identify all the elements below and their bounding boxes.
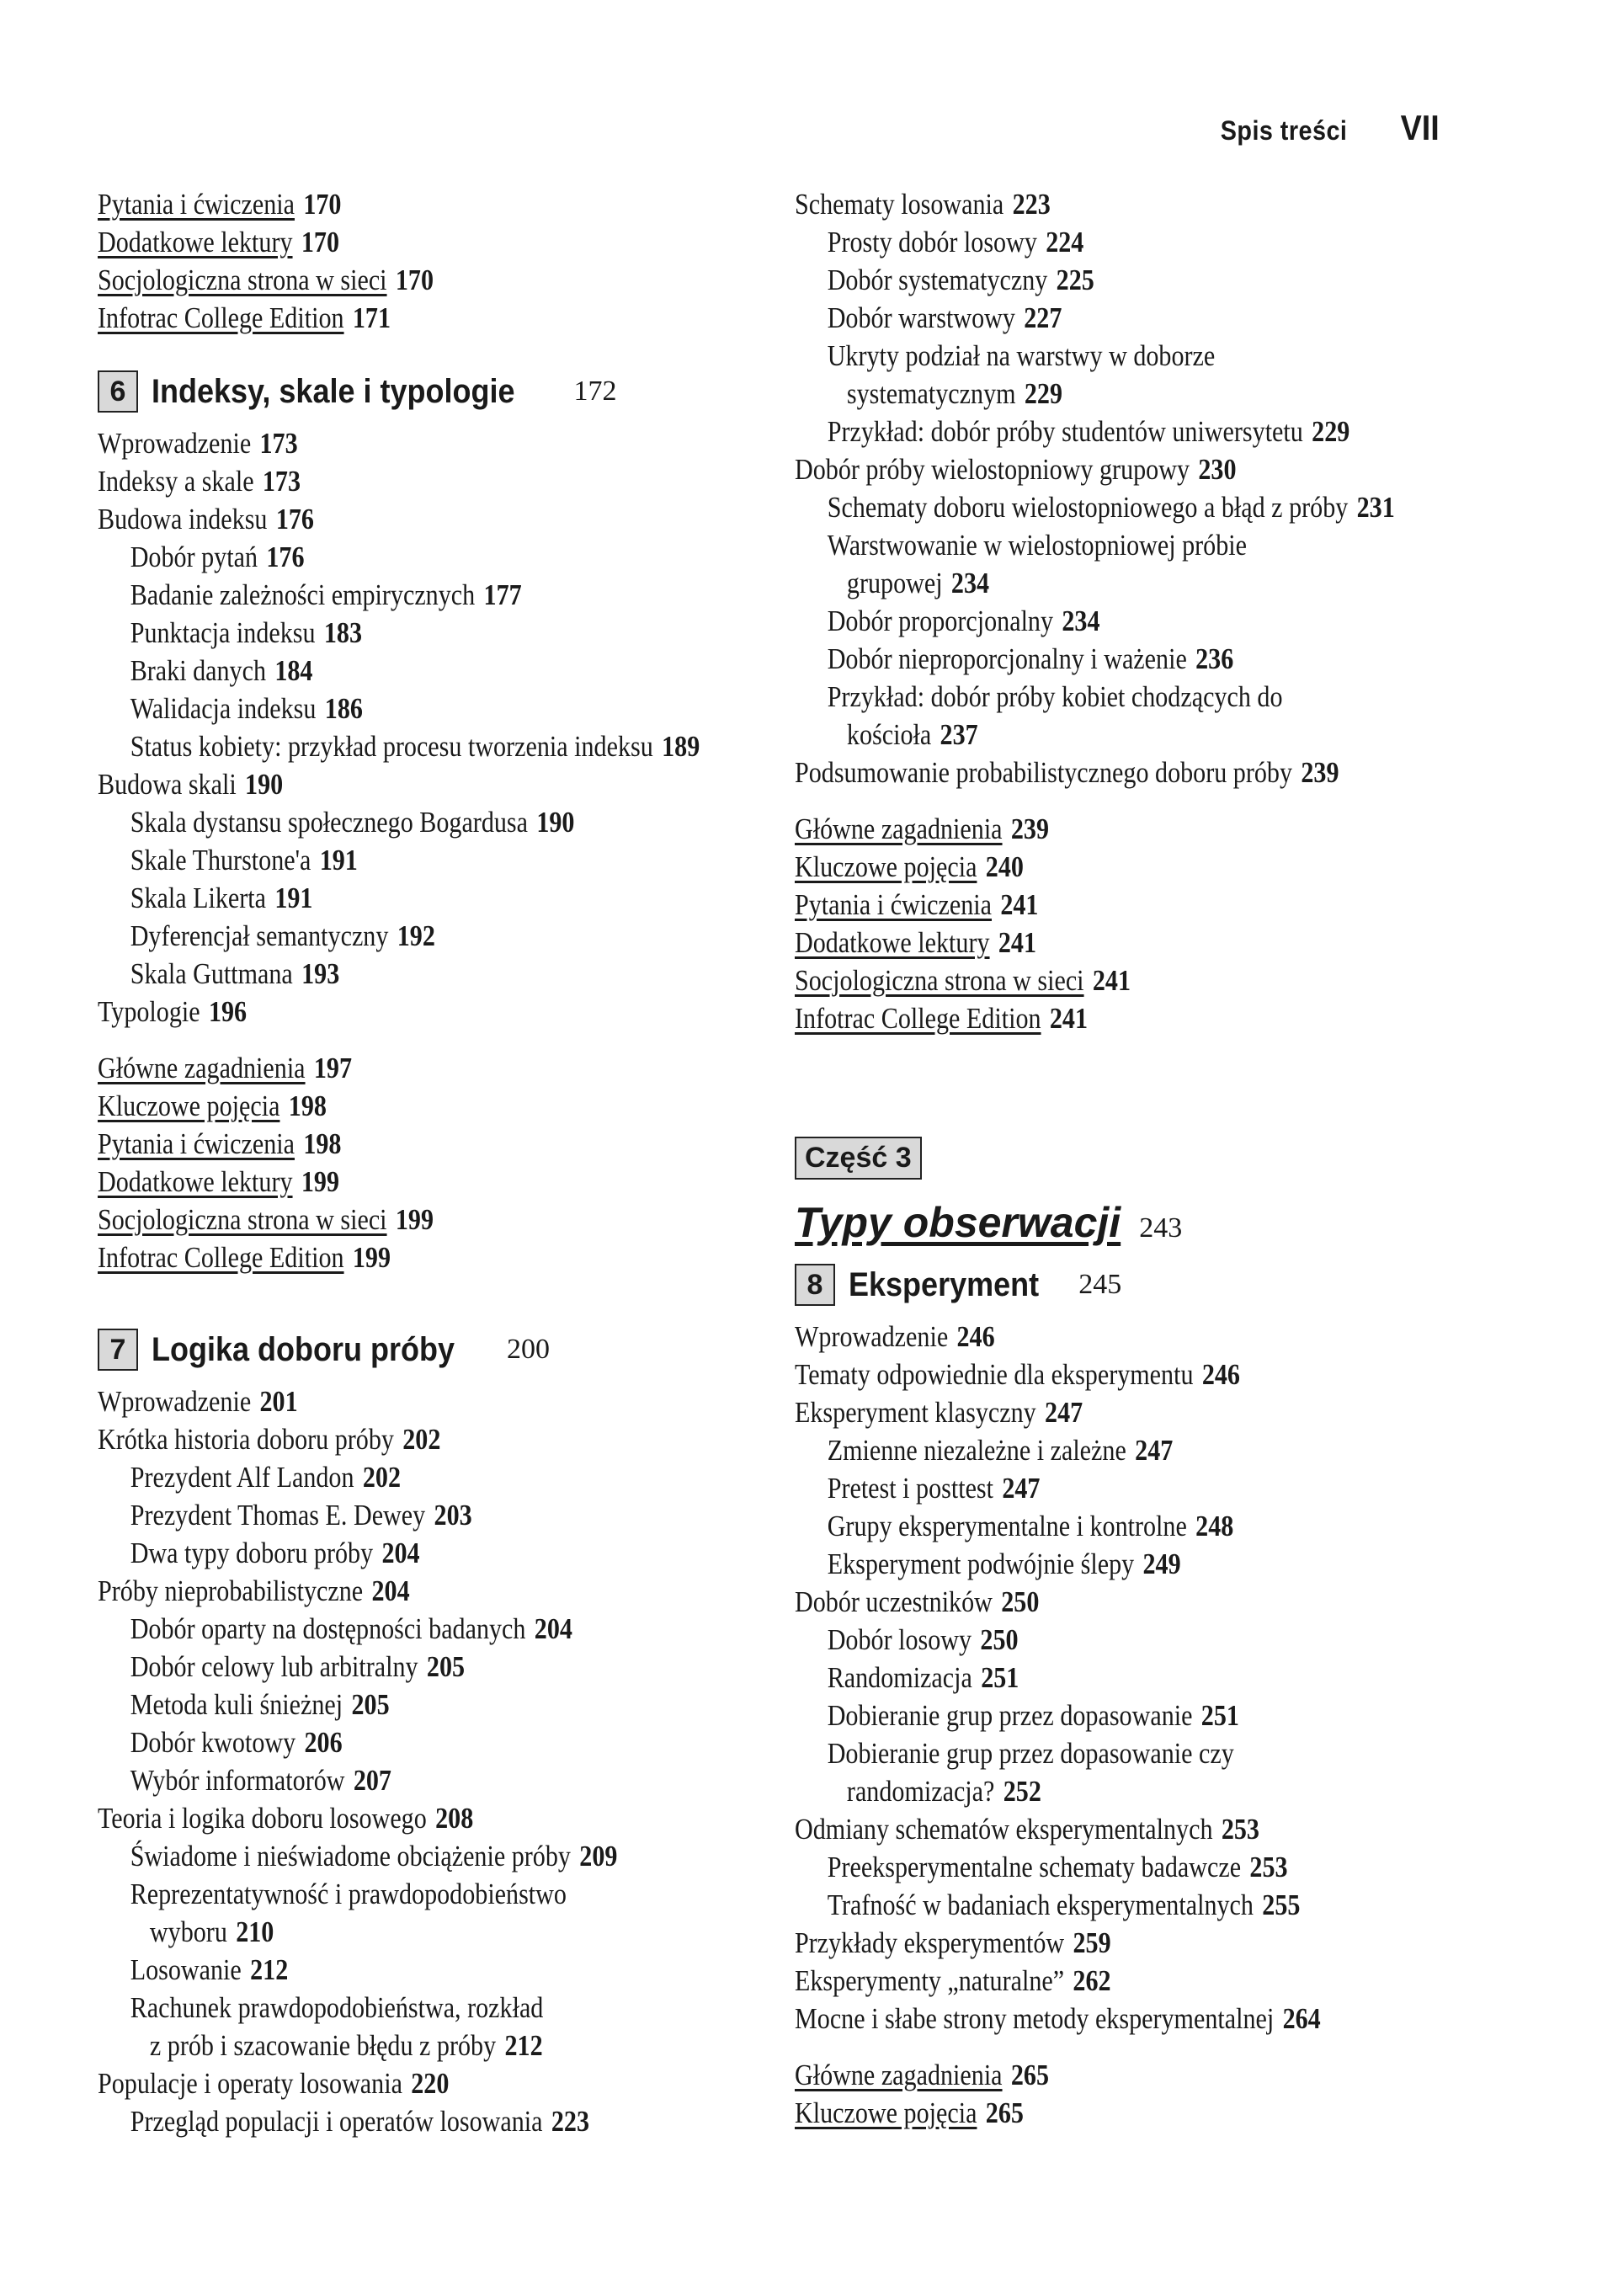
- entry-text: Indeksy a skale: [98, 465, 254, 498]
- chapter-8-entries: [795, 1318, 1493, 2038]
- entry-page-number: 220: [411, 2067, 450, 2100]
- entry-page-number: 190: [245, 768, 284, 801]
- entry-page-number: 208: [435, 1802, 474, 1835]
- toc-entry: [795, 526, 1396, 564]
- entry-page-number: 231: [1356, 491, 1395, 524]
- toc-link-row[interactable]: [98, 299, 699, 337]
- part-heading: [795, 1198, 1493, 1247]
- entry-page-number: 262: [1073, 1964, 1111, 1997]
- toc-entry: [795, 716, 1396, 754]
- entry-page-number: 199: [352, 1241, 391, 1274]
- entry-text: Dobór losowy: [827, 1623, 972, 1656]
- entry-page-number: 247: [1045, 1396, 1083, 1429]
- toc-link-row[interactable]: [98, 1201, 699, 1239]
- entry-page-number: 234: [950, 567, 990, 599]
- entry-page-number: 170: [301, 226, 340, 258]
- entry-page-number: 241: [1092, 964, 1131, 997]
- entry-text: Wprowadzenie: [98, 427, 252, 460]
- toc-entry: [795, 1659, 1396, 1697]
- entry-text: Skale Thurstone'a: [130, 844, 311, 876]
- entry-page-number: 253: [1249, 1851, 1288, 1883]
- toc-entry: [795, 450, 1396, 488]
- toc-entry: [795, 223, 1396, 261]
- entry-page-number: 170: [395, 264, 434, 296]
- entry-text: Przykłady eksperymentów: [795, 1926, 1065, 1959]
- toc-entry: [98, 803, 699, 841]
- entry-page-number: 265: [985, 2096, 1024, 2129]
- entry-page-number: 236: [1195, 642, 1234, 675]
- toc-link-text[interactable]: Infotrac College Edition: [795, 1002, 1041, 1035]
- entry-page-number: 265: [1010, 2059, 1050, 2091]
- entry-text: Pretest i posttest: [827, 1472, 994, 1505]
- entry-text: Dobór celowy lub arbitralny: [130, 1650, 418, 1683]
- entry-page-number: 212: [250, 1953, 289, 1986]
- toc-link-row[interactable]: [795, 962, 1396, 999]
- entry-text: Rachunek prawdopodobieństwa, rozkład: [130, 1991, 544, 2024]
- left-column: [98, 185, 796, 2140]
- chapter-page: 172: [573, 376, 617, 407]
- entry-page-number: 190: [536, 806, 575, 839]
- chapter-page: 200: [506, 1334, 550, 1365]
- entry-page-number: 189: [662, 730, 700, 763]
- entry-page-number: 210: [236, 1915, 274, 1948]
- entry-page-number: 240: [985, 850, 1024, 883]
- entry-page-number: 192: [397, 919, 435, 952]
- entry-text: Podsumowanie probabilistycznego doboru próby: [795, 756, 1293, 789]
- entry-page-number: 191: [274, 882, 313, 914]
- toc-entry: [795, 1886, 1396, 1924]
- toc-entry: [795, 1318, 1396, 1356]
- entry-text: Dobór kwotowy: [130, 1726, 296, 1759]
- spacer: [98, 1276, 796, 1313]
- toc-entry: [795, 640, 1396, 678]
- entry-text: Dobór nieproporcjonalny i ważenie: [827, 642, 1187, 675]
- toc-entry: [98, 1723, 699, 1761]
- entry-page-number: 199: [301, 1165, 340, 1198]
- toc-link-row[interactable]: [98, 223, 699, 261]
- entry-page-number: 247: [1002, 1472, 1041, 1505]
- toc-link-row[interactable]: [98, 1049, 699, 1087]
- entry-text: Randomizacja: [827, 1661, 972, 1694]
- entry-page-number: 171: [352, 301, 391, 334]
- entry-page-number: 193: [301, 957, 340, 990]
- toc-entry: [98, 538, 699, 576]
- toc-entry: [795, 1469, 1396, 1507]
- entry-text: Dobór warstwowy: [827, 301, 1015, 334]
- toc-link-row[interactable]: [795, 2056, 1396, 2094]
- entry-text: Wprowadzenie: [795, 1320, 949, 1353]
- entry-text: systematycznym: [846, 377, 1016, 410]
- entry-page-number: 197: [313, 1052, 353, 1084]
- toc-entry: [795, 413, 1396, 450]
- entry-text: Eksperyment klasyczny: [795, 1396, 1036, 1429]
- entry-text: Przykład: dobór próby studentów uniwersytetu: [827, 415, 1303, 448]
- toc-entry: [795, 754, 1396, 791]
- entry-page-number: 173: [259, 427, 298, 460]
- entry-text: Prezydent Alf Landon: [130, 1461, 354, 1494]
- entry-page-number: 191: [319, 844, 358, 876]
- entry-text: wyboru: [149, 1915, 227, 1948]
- toc-entry: [98, 1951, 699, 1989]
- toc-entry: [98, 2064, 699, 2102]
- toc-entry: [795, 1734, 1396, 1772]
- entry-page-number: 176: [275, 503, 314, 535]
- toc-entry: [98, 2102, 699, 2140]
- entry-page-number: 237: [940, 718, 978, 751]
- toc-entry: [98, 462, 699, 500]
- toc-entry: [98, 1761, 699, 1799]
- toc-entry: [98, 1382, 699, 1420]
- toc-entry: [98, 1989, 699, 2027]
- entry-page-number: 250: [980, 1623, 1019, 1656]
- entry-text: Losowanie: [130, 1953, 242, 1986]
- entry-page-number: 229: [1312, 415, 1350, 448]
- entry-text: Prosty dobór losowy: [827, 226, 1037, 258]
- entry-page-number: 252: [1003, 1775, 1041, 1808]
- part-title[interactable]: Typy obserwacji: [795, 1199, 1121, 1246]
- chapter-number-box: 7: [98, 1329, 138, 1371]
- entry-page-number: 229: [1024, 377, 1063, 410]
- entry-text: Przegląd populacji i operatów losowania: [130, 2105, 543, 2138]
- toc-entry: [795, 375, 1396, 413]
- toc-entry: [795, 1924, 1396, 1962]
- entry-page-number: 223: [551, 2105, 589, 2138]
- toc-entry: [98, 1913, 699, 1951]
- toc-link-text[interactable]: Socjologiczna strona w sieci: [98, 264, 387, 296]
- toc-entry: [795, 1393, 1396, 1431]
- toc-link-text[interactable]: Główne zagadnienia: [98, 1052, 306, 1084]
- entry-text: Populacje i operaty losowania: [98, 2067, 402, 2100]
- entry-page-number: 264: [1282, 2002, 1321, 2035]
- entry-page-number: 225: [1056, 264, 1094, 296]
- toc-entry: [98, 576, 699, 614]
- toc-entry: [98, 727, 699, 765]
- chapter-6-links: [98, 1049, 796, 1276]
- toc-entry: [98, 2027, 699, 2064]
- toc-entry: [795, 602, 1396, 640]
- toc-entry: [795, 678, 1396, 716]
- toc-entry: [98, 1610, 699, 1648]
- chapter-title: Eksperyment: [849, 1265, 1040, 1303]
- entry-text: Dobór systematyczny: [827, 264, 1048, 296]
- chapter-number-box: 8: [795, 1264, 835, 1306]
- entry-text: Tematy odpowiednie dla eksperymentu: [795, 1358, 1194, 1391]
- entry-text: Teoria i logika doboru losowego: [98, 1802, 427, 1835]
- toc-entry: [98, 424, 699, 462]
- toc-link-row[interactable]: [795, 886, 1396, 924]
- toc-entry: [795, 1848, 1396, 1886]
- entry-text: Preeksperymentalne schematy badawcze: [827, 1851, 1242, 1883]
- entry-text: Dyferencjał semantyczny: [130, 919, 389, 952]
- entry-page-number: 202: [402, 1423, 441, 1456]
- toc-entry: [795, 1810, 1396, 1848]
- entry-page-number: 241: [998, 926, 1037, 959]
- toc-entry: [795, 1507, 1396, 1545]
- toc-link-text[interactable]: Kluczowe pojęcia: [795, 2096, 977, 2129]
- entry-page-number: 184: [274, 654, 313, 687]
- toc-entry: [795, 1621, 1396, 1659]
- entry-page-number: 183: [323, 616, 363, 649]
- entry-text: Eksperyment podwójnie ślepy: [827, 1548, 1135, 1580]
- entry-text: Zmienne niezależne i zależne: [827, 1434, 1126, 1467]
- entry-text: Eksperymenty „naturalne”: [795, 1964, 1065, 1997]
- toc-entry: [795, 261, 1396, 299]
- entry-page-number: 253: [1221, 1813, 1259, 1846]
- entry-text: Wprowadzenie: [98, 1385, 252, 1418]
- toc-link-text[interactable]: Główne zagadnienia: [795, 2059, 1003, 2091]
- entry-text: Prezydent Thomas E. Dewey: [130, 1499, 426, 1532]
- entry-text: Świadome i nieświadome obciążenie próby: [130, 1840, 571, 1872]
- entry-page-number: 199: [395, 1203, 434, 1236]
- entry-text: Dobór oparty na dostępności badanych: [130, 1612, 526, 1645]
- toc-entry: [795, 1431, 1396, 1469]
- entry-text: Mocne i słabe strony metody eksperymentalnej: [795, 2002, 1275, 2035]
- toc-entry: [795, 1545, 1396, 1583]
- toc-link-text[interactable]: Pytania i ćwiczenia: [98, 1127, 295, 1160]
- chapter-7-heading: [98, 1329, 796, 1371]
- toc-link-text[interactable]: Dodatkowe lektury: [795, 926, 990, 959]
- entry-text: Grupy eksperymentalne i kontrolne: [827, 1510, 1187, 1542]
- toc-entry: [98, 765, 699, 803]
- entry-text: Budowa skali: [98, 768, 237, 801]
- entry-page-number: 239: [1010, 812, 1050, 845]
- toc-entry: [98, 955, 699, 993]
- entry-page-number: 255: [1262, 1888, 1301, 1921]
- toc-link-text[interactable]: Kluczowe pojęcia: [98, 1089, 280, 1122]
- entry-page-number: 248: [1195, 1510, 1234, 1542]
- chapter-number-box: 6: [98, 370, 138, 413]
- entry-text: kościoła: [846, 718, 932, 751]
- entry-text: Dobór proporcjonalny: [827, 605, 1054, 637]
- entry-page-number: 198: [288, 1089, 327, 1122]
- toc-link-row[interactable]: [98, 1239, 699, 1276]
- toc-link-row[interactable]: [795, 810, 1396, 848]
- toc-entry: [98, 879, 699, 917]
- entry-page-number: 207: [353, 1764, 391, 1797]
- entry-text: Dobór uczestników: [795, 1585, 993, 1618]
- entry-page-number: 241: [1049, 1002, 1089, 1035]
- entry-page-number: 251: [1200, 1699, 1239, 1732]
- toc-entry: [98, 1534, 699, 1572]
- toc-link-row[interactable]: [795, 2094, 1396, 2132]
- entry-text: Walidacja indeksu: [130, 692, 317, 725]
- entry-page-number: 212: [504, 2029, 543, 2062]
- top-links: [98, 185, 796, 337]
- entry-page-number: 196: [208, 995, 248, 1028]
- running-header: [1206, 108, 1441, 148]
- toc-entry: [98, 1799, 699, 1837]
- toc-link-text[interactable]: Dodatkowe lektury: [98, 226, 293, 258]
- entry-text: Reprezentatywność i prawdopodobieństwo: [130, 1878, 567, 1910]
- chapter-title: Indeksy, skale i typologie: [152, 372, 515, 410]
- toc-entry: [98, 1686, 699, 1723]
- entry-text: Dobór pytań: [130, 541, 258, 573]
- entry-text: Skala Likerta: [130, 882, 267, 914]
- entry-text: Ukryty podział na warstwy w doborze: [827, 339, 1216, 372]
- entry-page-number: 198: [303, 1127, 342, 1160]
- toc-entry: [98, 993, 699, 1031]
- entry-text: Braki danych: [130, 654, 267, 687]
- toc-entry: [98, 690, 699, 727]
- toc-link-text[interactable]: Kluczowe pojęcia: [795, 850, 977, 883]
- toc-entry: [795, 1697, 1396, 1734]
- toc-entry: [98, 1458, 699, 1496]
- toc-entry: [795, 1962, 1396, 2000]
- entry-page-number: 176: [266, 541, 305, 573]
- toc-entry: [98, 1837, 699, 1875]
- entry-page-number: 223: [1012, 188, 1051, 221]
- entry-text: Warstwowanie w wielostopniowej próbie: [827, 529, 1248, 562]
- toc-link-text[interactable]: Socjologiczna strona w sieci: [98, 1203, 387, 1236]
- chapter-title: Logika doboru próby: [152, 1330, 455, 1368]
- toc-entry: [795, 299, 1396, 337]
- entry-text: Przykład: dobór próby kobiet chodzących do: [827, 680, 1283, 713]
- entry-text: randomizacja?: [846, 1775, 995, 1808]
- chapter-7-entries: [98, 1382, 796, 2140]
- entry-text: z prób i szacowanie błędu z próby: [149, 2029, 497, 2062]
- entry-page-number: 186: [324, 692, 363, 725]
- toc-entry: [98, 1875, 699, 1913]
- toc-entry: [795, 337, 1396, 375]
- toc-entry: [98, 614, 699, 652]
- entry-page-number: 259: [1073, 1926, 1111, 1959]
- spacer: [795, 1037, 1493, 1130]
- entry-text: Badanie zależności empirycznych: [130, 578, 476, 611]
- chapter-8-heading: [795, 1264, 1493, 1306]
- entry-text: Dobór próby wielostopniowy grupowy: [795, 453, 1190, 486]
- toc-entry: [98, 652, 699, 690]
- entry-page-number: 209: [579, 1840, 618, 1872]
- entry-text: Skala Guttmana: [130, 957, 293, 990]
- toc-link-text[interactable]: Główne zagadnienia: [795, 812, 1003, 845]
- toc-entry: [795, 488, 1396, 526]
- toc-link-row[interactable]: [98, 1087, 699, 1125]
- toc-entry: [98, 841, 699, 879]
- entry-page-number: 203: [434, 1499, 472, 1532]
- entry-page-number: 205: [426, 1650, 466, 1683]
- entry-page-number: 224: [1046, 226, 1084, 258]
- toc-entry: [98, 1496, 699, 1534]
- entry-page-number: 201: [259, 1385, 298, 1418]
- chapter-6-heading: [98, 370, 796, 413]
- entry-page-number: 250: [1001, 1585, 1040, 1618]
- chapter-8-links: [795, 2056, 1493, 2132]
- entry-page-number: 205: [351, 1688, 390, 1721]
- part-label: Część 3: [795, 1137, 922, 1180]
- header-title: Spis treści: [1221, 115, 1348, 146]
- chapter-7-links: [795, 810, 1493, 1037]
- entry-text: Metoda kuli śnieżnej: [130, 1688, 343, 1721]
- toc-link-row[interactable]: [98, 185, 699, 223]
- entry-text: Krótka historia doboru próby: [98, 1423, 394, 1456]
- toc-entry: [795, 185, 1396, 223]
- toc-link-text[interactable]: Pytania i ćwiczenia: [98, 188, 295, 221]
- entry-text: Dobieranie grup przez dopasowanie: [827, 1699, 1193, 1732]
- toc-entry: [795, 1356, 1396, 1393]
- entry-page-number: 246: [1201, 1358, 1240, 1391]
- chapter-page: 245: [1078, 1269, 1122, 1300]
- entry-page-number: 246: [956, 1320, 995, 1353]
- entry-page-number: 177: [483, 578, 522, 611]
- toc-link-row[interactable]: [98, 261, 699, 299]
- entry-text: Punktacja indeksu: [130, 616, 316, 649]
- entry-text: Odmiany schematów eksperymentalnych: [795, 1813, 1213, 1846]
- entry-text: Dobieranie grup przez dopasowanie czy: [827, 1737, 1234, 1770]
- toc-link-text[interactable]: Dodatkowe lektury: [98, 1165, 293, 1198]
- spacer: [98, 1031, 796, 1049]
- entry-text: Typologie: [98, 995, 200, 1028]
- entry-text: Próby nieprobabilistyczne: [98, 1574, 364, 1607]
- entry-page-number: 251: [981, 1661, 1019, 1694]
- entry-page-number: 239: [1301, 756, 1339, 789]
- entry-text: grupowej: [846, 567, 943, 599]
- toc-entry: [795, 2000, 1396, 2038]
- entry-page-number: 206: [304, 1726, 343, 1759]
- entry-text: Trafność w badaniach eksperymentalnych: [827, 1888, 1254, 1921]
- toc-link-row[interactable]: [98, 1163, 699, 1201]
- entry-page-number: 202: [362, 1461, 401, 1494]
- entry-page-number: 204: [534, 1612, 572, 1645]
- spacer: [98, 337, 796, 355]
- right-column: [795, 185, 1493, 2132]
- entry-text: Dwa typy doboru próby: [130, 1537, 374, 1569]
- toc-entry: [795, 1772, 1396, 1810]
- toc-entry: [98, 1420, 699, 1458]
- toc-link-text[interactable]: Infotrac College Edition: [98, 301, 344, 334]
- entry-page-number: 241: [1000, 888, 1039, 921]
- toc-entry: [98, 500, 699, 538]
- toc-entry: [98, 1648, 699, 1686]
- entry-text: Status kobiety: przykład procesu tworzenia indeksu: [130, 730, 653, 763]
- sampling-entries: [795, 185, 1493, 791]
- toc-link-row[interactable]: [795, 924, 1396, 962]
- spacer: [795, 791, 1493, 810]
- toc-entry: [795, 564, 1396, 602]
- entry-page-number: 173: [262, 465, 301, 498]
- entry-text: Wybór informatorów: [130, 1764, 345, 1797]
- entry-page-number: 170: [303, 188, 342, 221]
- spacer: [795, 2038, 1493, 2056]
- entry-page-number: 249: [1142, 1548, 1181, 1580]
- entry-text: Skala dystansu społecznego Bogardusa: [130, 806, 529, 839]
- entry-text: Schematy losowania: [795, 188, 1004, 221]
- entry-page-number: 227: [1024, 301, 1062, 334]
- toc-link-text[interactable]: Pytania i ćwiczenia: [795, 888, 993, 921]
- page-number: VII: [1400, 108, 1440, 147]
- entry-text: Schematy doboru wielostopniowego a błąd z próby: [827, 491, 1349, 524]
- toc-link-row[interactable]: [795, 848, 1396, 886]
- entry-page-number: 234: [1062, 605, 1100, 637]
- toc-link-row[interactable]: [98, 1125, 699, 1163]
- entry-text: Budowa indeksu: [98, 503, 268, 535]
- toc-entry: [98, 1572, 699, 1610]
- chapter-6-entries: [98, 424, 796, 1031]
- toc-entry: [98, 917, 699, 955]
- entry-page-number: 247: [1135, 1434, 1174, 1467]
- part-page: 243: [1139, 1212, 1183, 1244]
- entry-page-number: 204: [371, 1574, 410, 1607]
- entry-page-number: 230: [1198, 453, 1237, 486]
- entry-page-number: 204: [381, 1537, 420, 1569]
- toc-entry: [795, 1583, 1396, 1621]
- toc-link-text[interactable]: Infotrac College Edition: [98, 1241, 344, 1274]
- toc-link-text[interactable]: Socjologiczna strona w sieci: [795, 964, 1084, 997]
- toc-link-row[interactable]: [795, 999, 1396, 1037]
